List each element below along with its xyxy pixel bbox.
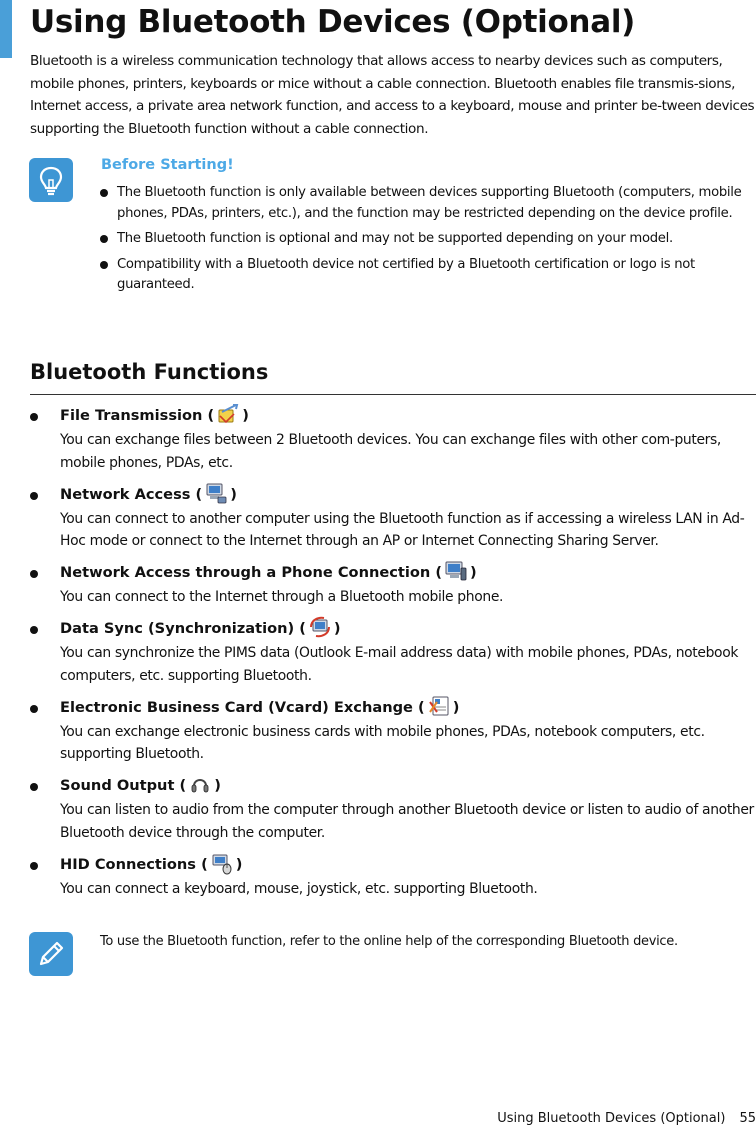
function-description: You can connect to the Internet through a Bluetooth mobile phone. (60, 589, 504, 605)
section-divider (30, 394, 756, 395)
headset-icon (188, 772, 212, 796)
function-title: Electronic Business Card (Vcard) Exchange ( (60, 698, 425, 716)
function-item-sound-output: Sound Output ( ) You can listen to audio from the computer through another Bluetooth device or listen to audio of another Bluetooth device through the computer. (30, 774, 756, 844)
file-transfer-icon (216, 402, 240, 426)
section-title: Bluetooth Functions (30, 360, 269, 384)
footer-label: Using Bluetooth Devices (Optional) (497, 1111, 726, 1126)
function-description: You can connect a keyboard, mouse, joystick, etc. supporting Bluetooth. (60, 880, 538, 897)
pencil-icon (29, 932, 73, 976)
note-text: To use the Bluetooth function, refer to the online help of the corresponding Bluetooth device. (100, 934, 678, 949)
intro-paragraph: Bluetooth is a wireless communication technology that allows access to nearby devices such as computers, mobile phones, printers, keyboards or mice without a cable connection. Bluetooth enables file transmis-sions, Internet access, a private area network function, and access to a keyboard, mouse and printer be-tween devices supporting the Bluetooth function without a cable connection. (30, 53, 755, 137)
function-item-data-sync: Data Sync (Synchronization) ( ) You can synchronize the PIMS data (Outlook E-mail address data) with mobile phones, PDAs, notebook computers, etc. supporting Bluetooth. (30, 617, 756, 687)
function-title: Network Access through a Phone Connection ( (60, 564, 443, 581)
function-item-phone-network: Network Access through a Phone Connection ( ) You can connect to the Internet through a Bluetooth mobile phone. (30, 561, 756, 609)
tip-heading: Before Starting! (101, 157, 234, 173)
section-marker-bar (0, 0, 12, 58)
business-card-icon (427, 694, 451, 718)
page-title: Using Bluetooth Devices (Optional) (30, 4, 636, 40)
function-title: File Transmission ( (60, 407, 215, 424)
phone-network-icon (444, 559, 468, 583)
tip-list (100, 183, 756, 301)
function-item-file-transmission: File Transmission ( ) You can exchange files between 2 Bluetooth devices. You can exchange files with other com-puters, mobile phones, PDAs, etc. (30, 404, 756, 474)
function-description: You can synchronize the PIMS data (Outlook E-mail address data) with mobile phones, PDAs, notebook computers, etc. supporting Bluetooth. (60, 645, 739, 684)
function-item-network-access: Network Access ( ) You can connect to another computer using the Bluetooth function as if accessing a wireless LAN in Ad-Hoc mode or connect to the Internet through an AP or Internet Connecting Sharing Server. (30, 483, 756, 553)
page-number: 55 (739, 1111, 756, 1126)
page-footer (497, 1111, 756, 1126)
function-title: Network Access ( (60, 485, 203, 503)
tip-item: The Bluetooth function is only available between devices supporting Bluetooth (computers, mobile phones, PDAs, printers, etc.), and the function may be restricted depending on the device profile. (100, 183, 756, 224)
tip-item: The Bluetooth function is optional and may not be supported depending on your model. (100, 229, 756, 250)
functions-list (30, 404, 756, 909)
data-sync-icon (308, 615, 332, 639)
function-description: You can exchange files between 2 Bluetooth devices. You can exchange files with other com-puters, mobile phones, PDAs, etc. (60, 432, 721, 471)
function-description: You can listen to audio from the computer through another Bluetooth device or listen to audio of another Bluetooth device through the computer. (60, 802, 754, 841)
function-item-business-card: Electronic Business Card (Vcard) Exchange ( ) You can exchange electronic business cards with mobile phones, PDAs, notebook computers, etc. supporting Bluetooth. (30, 696, 756, 766)
function-description: You can exchange electronic business cards with mobile phones, PDAs, notebook computers, etc. supporting Bluetooth. (60, 723, 705, 762)
function-description: You can connect to another computer using the Bluetooth function as if accessing a wireless LAN in Ad-Hoc mode or connect to the Internet through an AP or Internet Connecting Sharing Server. (60, 510, 745, 549)
function-title: Sound Output ( (60, 777, 187, 794)
function-item-hid: HID Connections ( ) You can connect a keyboard, mouse, joystick, etc. supporting Bluetooth. (30, 853, 756, 901)
hid-icon (210, 851, 234, 875)
lightbulb-icon (29, 158, 73, 202)
function-title: Data Sync (Synchronization) ( (60, 620, 306, 637)
function-title: HID Connections ( (60, 855, 208, 873)
network-access-icon (204, 481, 228, 505)
tip-item: Compatibility with a Bluetooth device not certified by a Bluetooth certification or logo is not guaranteed. (100, 255, 756, 296)
